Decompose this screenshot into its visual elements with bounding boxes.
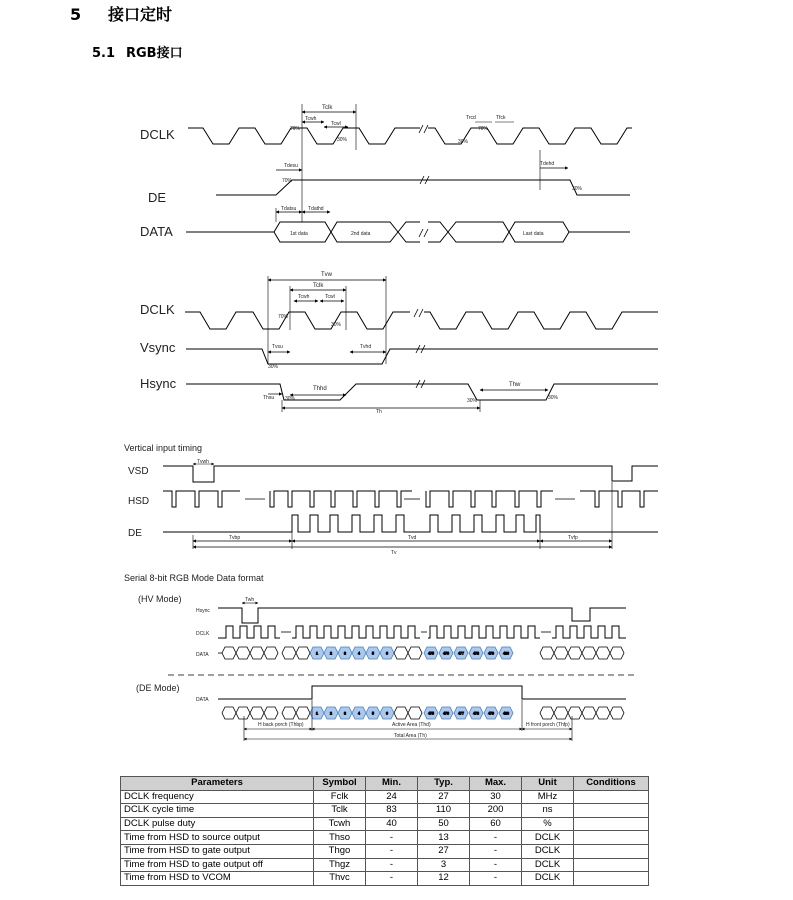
data-cell: [568, 707, 582, 719]
table-header: Typ.: [418, 777, 470, 791]
timing-label: Total Area (Th): [394, 733, 427, 739]
table-cell: 12: [418, 872, 470, 886]
timing-label: H back porch (Thbp): [258, 722, 304, 728]
timing-label: 70%: [282, 178, 293, 184]
signal-label: DCLK: [196, 631, 210, 637]
table-cell: DCLK: [522, 858, 574, 872]
signal-label: HSD: [128, 496, 150, 507]
data-cell: [610, 647, 624, 659]
table-header: Parameters: [121, 777, 314, 791]
data-cell: [610, 707, 624, 719]
timing-label: Tcwh: [305, 116, 317, 122]
data-cell: [540, 647, 554, 659]
data-cell-label: 4: [358, 711, 360, 716]
dclk-wave-2b: [424, 312, 658, 329]
data-cell-label: 2: [330, 711, 332, 716]
signal-label: DATA: [196, 697, 209, 703]
table-header: Conditions: [574, 777, 649, 791]
table-row: [121, 831, 649, 845]
data-cell-label: 478: [473, 651, 479, 656]
timing-label: 30%: [268, 364, 279, 370]
table-cell: Time from HSD to source output: [121, 831, 314, 845]
timing-label: 70%: [290, 126, 301, 132]
timing-label: 30%: [458, 139, 469, 145]
table-row: [121, 817, 649, 831]
table-row: [121, 844, 649, 858]
data-cell: [408, 647, 422, 659]
table-cell: [574, 817, 649, 831]
data-cell-label: 476: [443, 651, 449, 656]
table-cell: -: [366, 844, 418, 858]
subsection-title: RGB接口: [126, 46, 183, 61]
timing-label: Tdathd: [308, 206, 324, 212]
timing-label: Thw: [509, 382, 521, 388]
table-cell: 200: [470, 804, 522, 818]
data-row-hv: [222, 647, 624, 659]
section-title: 接口定时: [108, 5, 173, 24]
timing-label: 30%: [572, 186, 583, 192]
rgb-timing-diagram: [186, 104, 632, 242]
table-cell: -: [366, 872, 418, 886]
signal-label: VSD: [128, 466, 149, 477]
mode-label: (HV Mode): [138, 594, 182, 604]
timing-label: Tdesu: [284, 163, 298, 169]
table-header: Max.: [470, 777, 522, 791]
signal-label: Hsync: [196, 608, 210, 614]
de-wave-3: [163, 515, 658, 532]
timing-label: Tvbp: [229, 535, 241, 541]
data-cell: [264, 647, 278, 659]
data-cell: [222, 707, 236, 719]
table-cell: 60: [470, 817, 522, 831]
data-cell: [250, 647, 264, 659]
table-cell: -: [366, 831, 418, 845]
sync-timing-diagram: [185, 276, 658, 412]
table-cell: [574, 831, 649, 845]
timing-label: 30%: [467, 398, 478, 404]
data-cell: [582, 707, 596, 719]
data-cell-label: 5: [372, 651, 374, 656]
table-cell: 3: [418, 858, 470, 872]
table-cell: MHz: [522, 790, 574, 804]
data-cell: [296, 707, 310, 719]
data-cell: [236, 647, 250, 659]
data-cell: [596, 707, 610, 719]
data-cell-label: 3: [344, 711, 346, 716]
vsd-wave: [163, 466, 658, 482]
timing-label: Thsu: [263, 395, 275, 401]
data-row-de: [222, 707, 624, 719]
data-wave-1: [186, 222, 630, 242]
table-cell: 13: [418, 831, 470, 845]
data-cell-label: 6: [386, 651, 388, 656]
table-cell: %: [522, 817, 574, 831]
timing-label: Tdatsu: [281, 206, 297, 212]
table-cell: Thgo: [314, 844, 366, 858]
data-cell: [296, 647, 310, 659]
timing-label: Tclk: [322, 105, 333, 111]
timing-label: Trcd: [466, 115, 476, 121]
data-cell-label: 477: [458, 651, 464, 656]
data-slot-label: 2nd data: [351, 231, 371, 237]
signal-label: Vsync: [140, 340, 176, 355]
data-cell: [236, 707, 250, 719]
signal-label: DE: [128, 528, 142, 539]
data-cell-label: 6: [386, 711, 388, 716]
timing-label: Tdehd: [540, 161, 555, 167]
timing-label: Tvw: [321, 272, 332, 278]
data-cell: [568, 647, 582, 659]
table-cell: Fclk: [314, 790, 366, 804]
table-cell: [574, 790, 649, 804]
de-wave-1: [216, 180, 630, 195]
table-header: Min.: [366, 777, 418, 791]
serial-rgb-data-format: [168, 603, 636, 741]
table-cell: DCLK pulse duty: [121, 817, 314, 831]
timing-label: H front porch (Thfp): [526, 722, 570, 728]
timing-label: Tvd: [408, 535, 417, 541]
mode-label: (DE Mode): [136, 683, 180, 693]
table-row: [121, 858, 649, 872]
timing-label: Active Area (Thd): [392, 722, 431, 728]
table-cell: Time from HSD to gate output off: [121, 858, 314, 872]
table-cell: DCLK: [522, 872, 574, 886]
section-number: 5: [70, 5, 82, 24]
data-cell: [250, 707, 264, 719]
table-cell: 110: [418, 804, 470, 818]
data-cell: [554, 707, 568, 719]
data-cell-label: 478: [473, 711, 479, 716]
data-cell-label: 479: [488, 651, 494, 656]
data-slot-label: Last data: [523, 231, 544, 237]
timing-label: Tvwh: [197, 459, 209, 465]
data-cell: [222, 647, 236, 659]
table-cell: -: [470, 872, 522, 886]
diagram-caption: Serial 8-bit RGB Mode Data format: [124, 573, 264, 583]
de-signal-4: [218, 686, 626, 699]
timing-label: Twh: [245, 597, 255, 603]
table-cell: 50: [418, 817, 470, 831]
data-cell: [282, 647, 296, 659]
table-cell: Thgz: [314, 858, 366, 872]
timing-label: Thhd: [313, 386, 327, 392]
data-cell-label: 479: [488, 711, 494, 716]
data-cell-label: 480: [503, 651, 509, 656]
signal-label: DCLK: [140, 302, 175, 317]
table-header: Symbol: [314, 777, 366, 791]
data-cell-label: 3: [344, 651, 346, 656]
table-cell: [574, 858, 649, 872]
data-cell: [540, 707, 554, 719]
data-cell-label: 1: [316, 651, 318, 656]
table-cell: Tclk: [314, 804, 366, 818]
data-cell-label: 475: [428, 651, 434, 656]
table-cell: [574, 872, 649, 886]
table-cell: 83: [366, 804, 418, 818]
table-cell: [574, 844, 649, 858]
table-cell: -: [470, 831, 522, 845]
hsync-wave-4: [218, 608, 626, 623]
data-cell-label: 5: [372, 711, 374, 716]
data-cell: [596, 647, 610, 659]
timing-label: Tvsu: [272, 344, 283, 350]
data-cell-label: 480: [503, 711, 509, 716]
table-cell: DCLK: [522, 844, 574, 858]
table-cell: DCLK cycle time: [121, 804, 314, 818]
table-row: [121, 872, 649, 886]
table-cell: 27: [418, 790, 470, 804]
timing-label: Tv: [391, 550, 397, 556]
timing-label: 70%: [478, 126, 489, 132]
data-cell: [264, 707, 278, 719]
table-cell: Thso: [314, 831, 366, 845]
data-cell: [582, 647, 596, 659]
timing-label: 70%: [278, 314, 289, 320]
data-cell-label: 1: [316, 711, 318, 716]
timing-label: Tcwl: [331, 121, 341, 127]
table-cell: -: [470, 844, 522, 858]
data-cell: [282, 707, 296, 719]
table-cell: 40: [366, 817, 418, 831]
data-cell-label: 475: [428, 711, 434, 716]
table-cell: Tcwh: [314, 817, 366, 831]
table-header-row: [121, 777, 649, 791]
table-cell: Thvc: [314, 872, 366, 886]
data-cell: [554, 647, 568, 659]
dclk-wave-2: [185, 312, 410, 329]
data-slot-label: 1st data: [290, 231, 308, 237]
timing-label: Tvfp: [568, 535, 578, 541]
timing-label: Tcwl: [325, 294, 335, 300]
data-cell: [408, 707, 422, 719]
signal-label: DATA: [140, 224, 173, 239]
timing-parameter-table: [120, 776, 649, 886]
signal-label: DE: [148, 190, 167, 205]
table-cell: Time from HSD to VCOM: [121, 872, 314, 886]
data-cell-label: 477: [458, 711, 464, 716]
timing-label: Tcwh: [298, 294, 310, 300]
table-cell: ns: [522, 804, 574, 818]
timing-label: 30%: [331, 322, 342, 328]
timing-label: 30%: [548, 395, 559, 401]
table-cell: 30: [470, 790, 522, 804]
table-cell: 27: [418, 844, 470, 858]
timing-label: Tclk: [313, 283, 324, 289]
data-cell: [394, 707, 408, 719]
signal-label: DCLK: [140, 127, 175, 142]
table-row: [121, 790, 649, 804]
signal-label: Hsync: [140, 376, 177, 391]
timing-label: Tfck: [496, 115, 506, 121]
signal-label: DATA: [196, 652, 209, 658]
table-cell: 24: [366, 790, 418, 804]
timing-label: Th: [376, 409, 382, 415]
data-cell-label: 2: [330, 651, 332, 656]
data-cell-label: 476: [443, 711, 449, 716]
table-cell: DCLK: [522, 831, 574, 845]
table-cell: -: [366, 858, 418, 872]
timing-label: 30%: [285, 396, 296, 402]
timing-label: Tvhd: [360, 344, 372, 350]
data-cell: [394, 647, 408, 659]
table-cell: -: [470, 858, 522, 872]
table-cell: [574, 804, 649, 818]
dclk-wave-1: [188, 128, 420, 144]
table-cell: DCLK frequency: [121, 790, 314, 804]
timing-label: 30%: [337, 137, 348, 143]
table-cell: Time from HSD to gate output: [121, 844, 314, 858]
subsection-number: 5.1: [92, 46, 116, 61]
data-cell-label: 4: [358, 651, 360, 656]
table-header: Unit: [522, 777, 574, 791]
diagram-caption: Vertical input timing: [124, 443, 203, 453]
table-row: [121, 804, 649, 818]
